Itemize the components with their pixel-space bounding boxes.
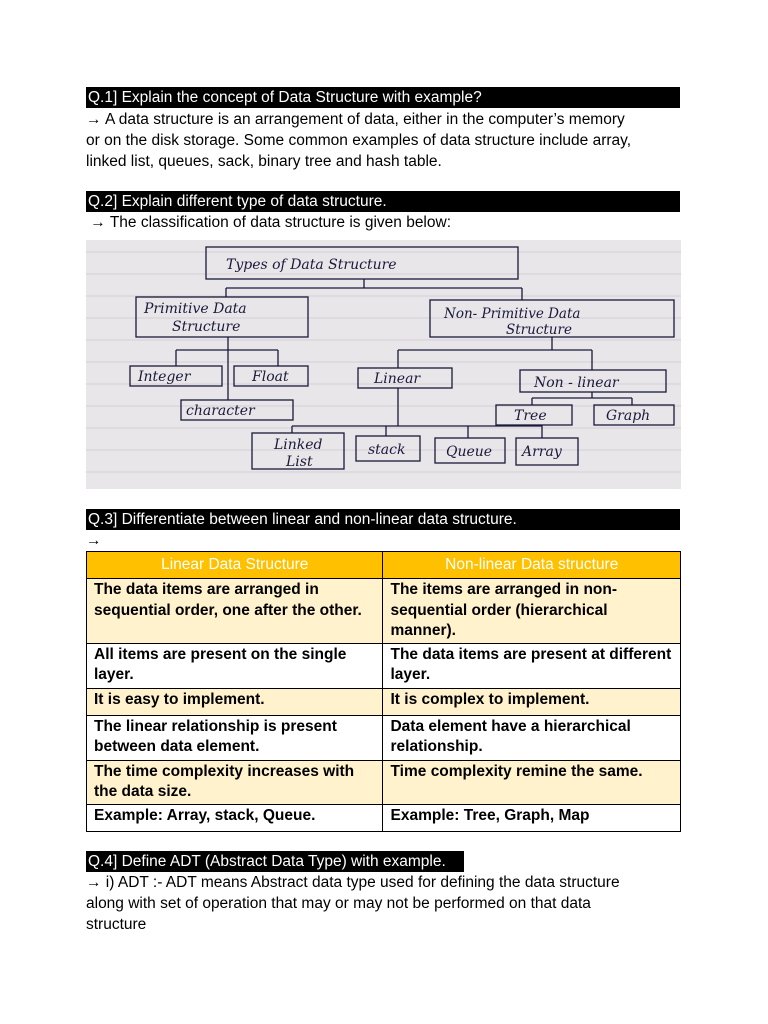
diagram-nonprimitive-label-1: Non- Primitive Data [444, 306, 581, 322]
diagram-graph-label: Graph [606, 408, 651, 424]
table-row [87, 804, 681, 831]
classification-diagram-photo [86, 240, 681, 489]
diagram-root-label: Types of Data Structure [226, 257, 397, 273]
table-cell: The data items are present at different layer. [383, 643, 681, 688]
table-cell: Time complexity remine the same. [383, 760, 681, 804]
table-cell: The items are arranged in non-sequential order (hierarchical manner). [383, 579, 681, 644]
q1-line-3: linked list, queues, sack, binary tree and hash table. [86, 153, 442, 170]
table-cell: The data items are arranged in sequential order, one after the other. [87, 579, 383, 644]
table-row [87, 688, 681, 715]
diagram-queue-label: Queue [446, 444, 493, 460]
diagram-nonprimitive-label-2: Structure [506, 322, 572, 338]
diagram-character-label: character [186, 403, 255, 419]
q1-line-1: → A data structure is an arrangement of data, either in the computer’s memory [86, 111, 625, 128]
diagram-integer-label: Integer [138, 369, 191, 385]
table-header-linear: Linear Data Structure [87, 552, 383, 579]
diagram-primitive-label-1: Primitive Data [144, 301, 247, 317]
q1-line-2: or on the disk storage. Some common examples of data structure include array, [86, 132, 632, 149]
table-cell: The linear relationship is present between data element. [87, 715, 383, 760]
table-cell: Data element have a hierarchical relationship. [383, 715, 681, 760]
q2-heading: Q.2] Explain different type of data structure. [86, 191, 680, 212]
q4-answer [86, 872, 686, 935]
diagram-linkedlist-label-1: Linked [274, 437, 323, 453]
diagram-stack-label: stack [368, 442, 406, 458]
q1-answer [86, 109, 686, 172]
q4-line-2: along with set of operation that may or may not be performed on that data [86, 895, 591, 912]
diagram-tree-label: Tree [514, 408, 547, 424]
q4-heading: Q.4] Define ADT (Abstract Data Type) with example. [86, 851, 464, 872]
q2-answer: → The classification of data structure is given below: [86, 214, 451, 231]
diagram-array-label: Array [522, 444, 562, 460]
q3-heading: Q.3] Differentiate between linear and non-linear data structure. [86, 509, 680, 530]
table-row [87, 579, 681, 644]
table-row [87, 643, 681, 688]
q3-arrow: → [86, 532, 102, 549]
diagram-linkedlist-label-2: List [286, 454, 313, 470]
diagram-primitive-label-2: Structure [172, 319, 241, 335]
diagram-float-label: Float [252, 369, 289, 385]
diagram-nonlinear-label: Non - linear [534, 375, 619, 391]
q4-line-1: → i) ADT :- ADT means Abstract data type used for defining the data structure [86, 874, 620, 891]
table-header-row [87, 552, 681, 579]
table-row [87, 715, 681, 760]
table-cell: The time complexity increases with the data size. [87, 760, 383, 804]
table-row [87, 760, 681, 804]
table-cell: It is complex to implement. [383, 688, 681, 715]
table-cell: Example: Array, stack, Queue. [87, 804, 383, 831]
table-cell: It is easy to implement. [87, 688, 383, 715]
q1-heading: Q.1] Explain the concept of Data Structure with example? [86, 87, 680, 108]
q4-line-3: structure [86, 916, 147, 933]
table-cell: Example: Tree, Graph, Map [383, 804, 681, 831]
diagram-linear-label: Linear [374, 371, 421, 387]
comparison-table [86, 551, 681, 832]
table-cell: All items are present on the single layer. [87, 643, 383, 688]
table-header-nonlinear: Non-linear Data structure [383, 552, 681, 579]
